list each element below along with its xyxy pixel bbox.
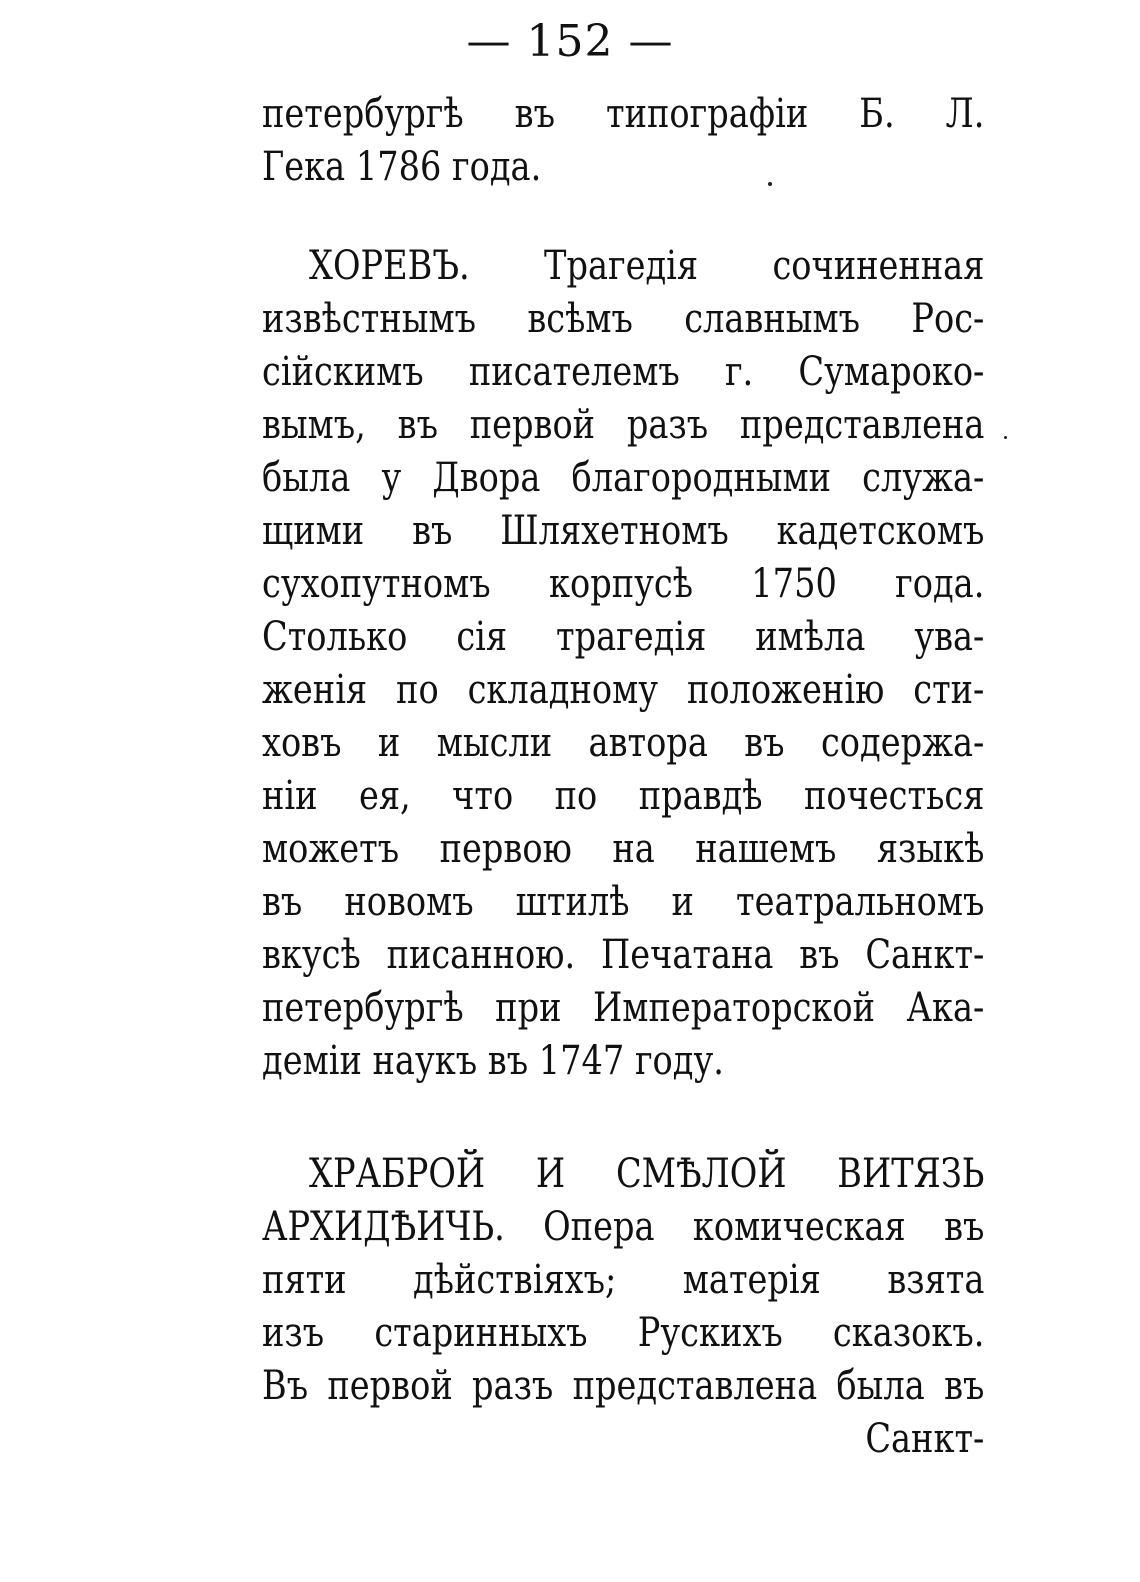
text-line: вымъ, въ первой разъ представлена bbox=[262, 402, 985, 448]
entry-arkhideich bbox=[262, 1148, 984, 1466]
text-line: была у Двора благородными служа- bbox=[262, 455, 985, 501]
entry-heading-line: ХРАБРОЙ И СМѢЛОЙ ВИТЯЗЬ bbox=[309, 1151, 985, 1197]
text-line: въ новомъ штилѣ и театральномъ bbox=[262, 879, 985, 925]
text-line: вкусѣ писанною. Печатана въ Санкт- bbox=[262, 932, 985, 978]
text-line: сухопутномъ корпусѣ 1750 года. bbox=[262, 561, 985, 607]
text-line: сійскимъ писателемъ г. Сумароко- bbox=[262, 349, 985, 395]
entry-heading-line: ХОРЕВЪ. Трагедія сочиненная bbox=[309, 243, 985, 289]
text-line: ховъ и мысли автора въ содержа- bbox=[262, 720, 985, 766]
text-column bbox=[262, 88, 984, 1466]
ink-speck bbox=[1004, 436, 1007, 439]
text-line: петербургѣ въ типографіи Б. Л. bbox=[262, 91, 985, 137]
text-line: Столько сія трагедія имѣла ува- bbox=[262, 614, 985, 660]
paragraph-gap bbox=[262, 1088, 984, 1148]
catchword-line: Санкт- bbox=[865, 1416, 985, 1462]
entry-khorev bbox=[262, 240, 984, 1088]
paragraph-gap bbox=[262, 194, 984, 240]
text-line: можетъ первою на нашемъ языкѣ bbox=[262, 826, 985, 872]
text-line: пяти дѣйствіяхъ; матерія взята bbox=[262, 1257, 985, 1303]
text-line: женія по складному положенію сти- bbox=[262, 667, 985, 713]
text-line: деміи наукъ въ 1747 году. bbox=[262, 1038, 724, 1084]
text-line: извѣстнымъ всѣмъ славнымъ Рос- bbox=[262, 296, 985, 342]
text-line: Въ первой разъ представлена была въ bbox=[262, 1363, 985, 1409]
text-line: ніи ея, что по правдѣ почесться bbox=[262, 773, 985, 819]
page-number: — 152 — bbox=[466, 16, 674, 67]
text-line: щими въ Шляхетномъ кадетскомъ bbox=[262, 508, 985, 554]
text-line: изъ старинныхъ Рускихъ сказокъ. bbox=[262, 1310, 985, 1356]
text-line: Гека 1786 года. bbox=[262, 144, 542, 190]
ink-speck bbox=[768, 182, 772, 186]
text-line: АРХИДѢИЧЬ. Опера комическая въ bbox=[262, 1204, 985, 1250]
text-line: петербургѣ при Императорской Ака- bbox=[262, 985, 985, 1031]
paragraph-continuation bbox=[262, 88, 984, 194]
